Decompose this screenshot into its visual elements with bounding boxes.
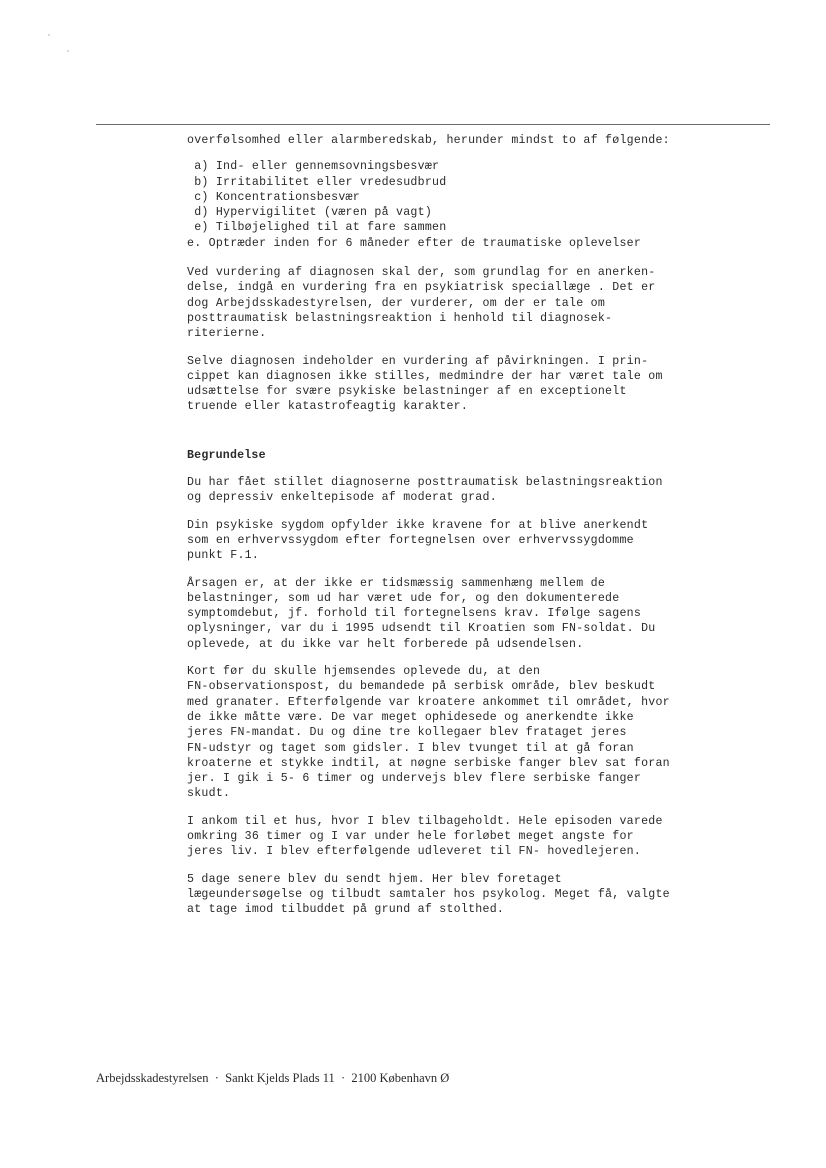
paragraph-line: delse, indgå en vurdering fra en psykiatrisk speciallæge . Det er: [187, 281, 656, 295]
paragraph: [187, 518, 757, 564]
paragraph-line: belastninger, som ud har været ude for, og den dokumenterede: [187, 591, 620, 605]
footer-address: Arbejdsskadestyrelsen · Sankt Kjelds Plads 11 · 2100 København Ø: [96, 1071, 450, 1085]
paragraph-line: de ikke måtte være. De var meget ophidesede og anerkendte ikke: [187, 710, 634, 724]
criteria-list: [187, 159, 757, 251]
paragraphs-top: [187, 265, 757, 415]
criteria-item: e) Tilbøjelighed til at fare sammen: [187, 221, 447, 235]
paragraph-line: med granater. Efterfølgende var kroatere ankommet til området, hvor: [187, 695, 670, 709]
paragraph-line: symptomdebut, jf. forhold til fortegnelsens krav. Ifølge sagens: [187, 607, 642, 621]
paragraph-line: Årsagen er, at der ikke er tidsmæssig sammenhæng mellem de: [187, 576, 606, 590]
scan-speck: [67, 50, 69, 52]
criteria-item: c) Koncentrationsbesvær: [187, 190, 360, 204]
paragraph-line: I ankom til et hus, hvor I blev tilbageholdt. Hele episoden varede: [187, 814, 663, 828]
paragraph: [187, 814, 757, 860]
paragraph-line: jeres liv. I blev efterfølgende udleveret til FN- hovedlejeren.: [187, 845, 642, 859]
paragraph-line: skudt.: [187, 787, 231, 801]
paragraph-line: jeres FN-mandat. Du og dine tre kollegaer blev frataget jeres: [187, 726, 627, 740]
paragraph-line: Du har fået stillet diagnoserne posttraumatisk belastningsreaktion: [187, 476, 663, 490]
intro-line: overfølsomhed eller alarmberedskab, herunder mindst to af følgende:: [187, 134, 670, 147]
section-heading: Begrundelse: [187, 448, 266, 462]
header-rule: [96, 124, 770, 125]
paragraphs-bottom: [187, 475, 757, 917]
criteria-item: d) Hypervigilitet (væren på vagt): [187, 206, 433, 220]
paragraph-line: riterierne.: [187, 327, 267, 341]
paragraph-line: oplevede, at du ikke var helt forberede på udsendelsen.: [187, 637, 584, 651]
paragraph: [187, 354, 757, 415]
paragraph-line: posttraumatisk belastningsreaktion i henhold til diagnosek-: [187, 311, 613, 325]
criteria-item: a) Ind- eller gennemsovningsbesvær: [187, 160, 440, 174]
paragraph-line: dog Arbejdsskadestyrelsen, der vurderer, om der er tale om: [187, 296, 606, 310]
paragraph-line: jer. I gik i 5- 6 timer og undervejs blev flere serbiske fanger: [187, 772, 642, 786]
paragraph: [187, 265, 757, 341]
paragraph-line: Selve diagnosen indeholder en vurdering af påvirkningen. I prin-: [187, 354, 649, 368]
paragraph-line: kroaterne et stykke indtil, at nøgne serbiske fanger blev sat foran: [187, 756, 670, 770]
criteria-item: e. Optræder inden for 6 måneder efter de traumatiske oplevelser: [187, 236, 642, 250]
paragraph-line: cippet kan diagnosen ikke stilles, medmindre der har været tale om: [187, 369, 663, 383]
paragraph-line: Ved vurdering af diagnosen skal der, som grundlag for en anerken-: [187, 266, 656, 280]
paragraph-line: 5 dage senere blev du sendt hjem. Her blev foretaget: [187, 872, 562, 886]
paragraph-line: Kort før du skulle hjemsendes oplevede du, at den: [187, 665, 541, 679]
paragraph-line: oplysninger, var du i 1995 udsendt til Kroatien som FN-soldat. Du: [187, 622, 656, 636]
criteria-item: b) Irritabilitet eller vredesudbrud: [187, 175, 447, 189]
paragraph-line: truende eller katastrofeagtig karakter.: [187, 400, 469, 414]
paragraph-line: og depressiv enkeltepisode af moderat grad.: [187, 491, 497, 505]
paragraph-line: punkt F.1.: [187, 549, 260, 563]
paragraph-line: at tage imod tilbuddet på grund af stolthed.: [187, 903, 505, 917]
paragraph: [187, 872, 757, 918]
paragraph-line: FN-udstyr og taget som gidsler. I blev tvunget til at gå foran: [187, 741, 634, 755]
paragraph-line: FN-observationspost, du bemandede på serbisk område, blev beskudt: [187, 680, 656, 694]
paragraph-line: lægeundersøgelse og tilbudt samtaler hos psykolog. Meget få, valgte: [187, 887, 670, 901]
paragraph: [187, 475, 757, 506]
document-body: [187, 133, 757, 929]
scan-speck: [48, 34, 50, 36]
paragraph-line: som en erhvervssygdom efter fortegnelsen over erhvervssygdomme: [187, 533, 634, 547]
paragraph: [187, 576, 757, 652]
paragraph: [187, 664, 757, 802]
paragraph-line: Din psykiske sygdom opfylder ikke kravene for at blive anerkendt: [187, 518, 649, 532]
paragraph-line: omkring 36 timer og I var under hele forløbet meget angste for: [187, 829, 634, 843]
paragraph-line: udsættelse for svære psykiske belastninger af en exceptionelt: [187, 385, 627, 399]
